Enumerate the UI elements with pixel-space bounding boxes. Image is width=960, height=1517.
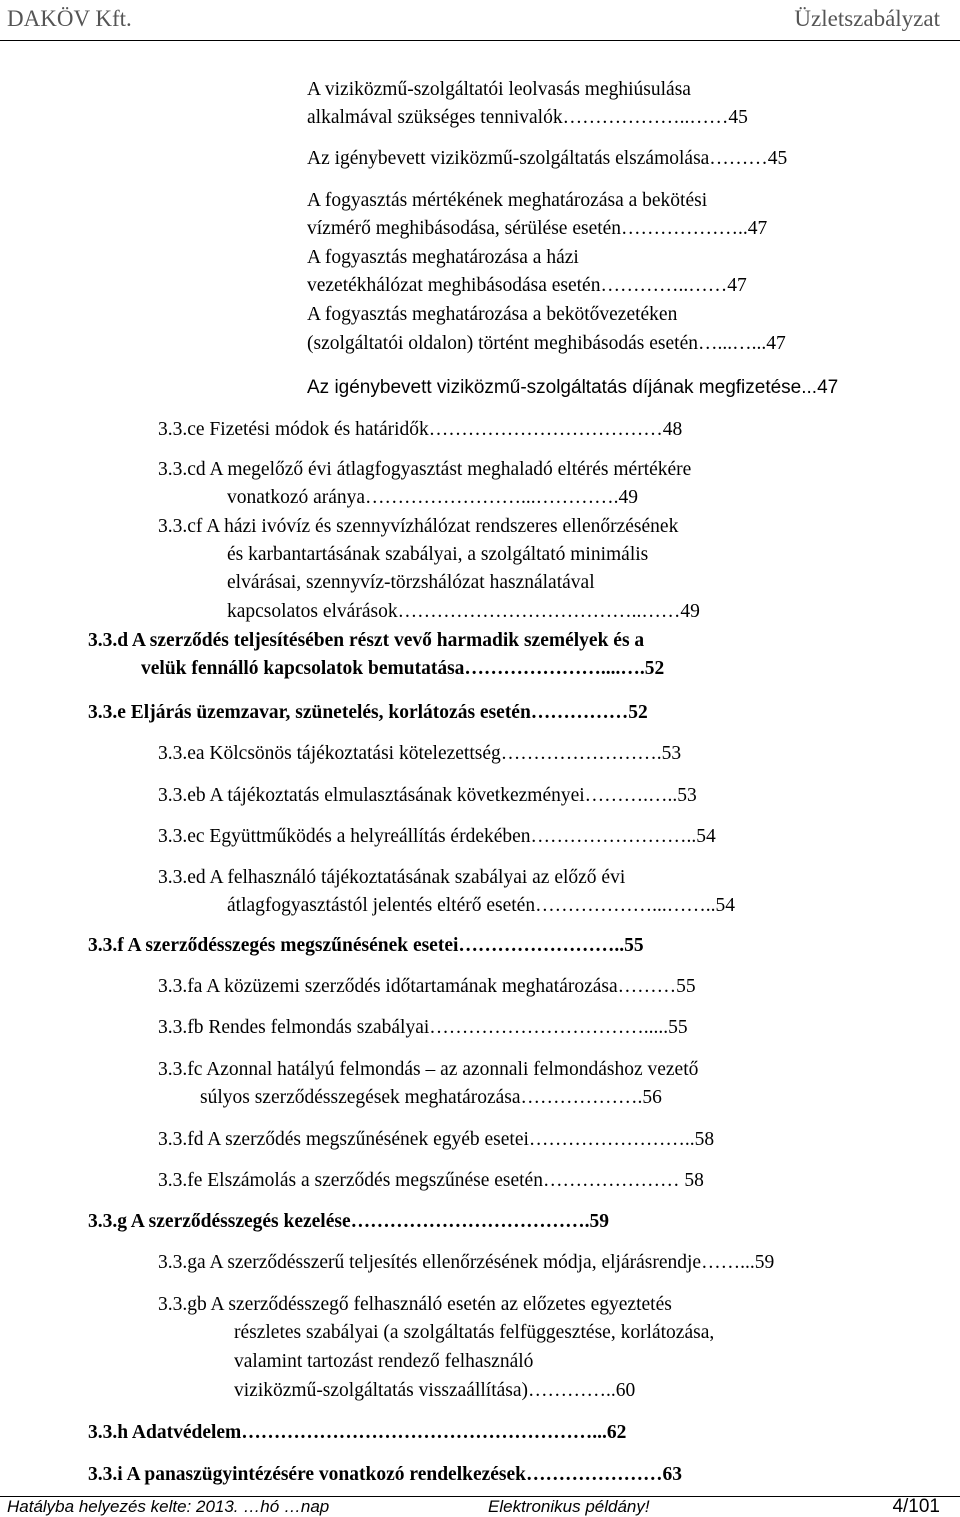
toc-line[interactable]: átlagfogyasztástól jelentés eltérő esetén………………...……..54 <box>227 895 735 916</box>
toc-line[interactable]: viziközmű-szolgáltatás visszaállítása)…………..60 <box>234 1380 636 1401</box>
toc-line[interactable]: 3.3.fb Rendes felmondás szabályai…………………………….....55 <box>158 1017 688 1038</box>
toc-line[interactable]: és karbantartásának szabályai, a szolgáltató minimális <box>227 544 649 565</box>
copy-type: Elektronikus példány! <box>488 1497 650 1516</box>
toc-line[interactable]: 3.3.eb A tájékoztatás elmulasztásának következményei……….…..53 <box>158 785 697 806</box>
toc-line[interactable]: (szolgáltatói oldalon) történt meghibásodás esetén…...…...47 <box>307 333 786 354</box>
page-footer <box>0 1496 960 1517</box>
toc-line[interactable]: 3.3.ea Kölcsönös tájékoztatási kötelezettség…………………….53 <box>158 743 682 764</box>
toc-line-section[interactable]: 3.3.d A szerződés teljesítésében részt vevő harmadik személyek és a <box>88 630 645 651</box>
toc-line[interactable]: vezetékhálózat meghibásodása esetén…………..……47 <box>307 275 747 296</box>
toc-line[interactable]: 3.3.ce Fizetési módok és határidők………………………………48 <box>158 419 683 440</box>
toc-line[interactable]: 3.3.fe Elszámolás a szerződés megszűnése esetén………………… 58 <box>158 1170 704 1191</box>
toc-line-section[interactable]: 3.3.e Eljárás üzemzavar, szünetelés, korlátozás esetén……………52 <box>88 702 648 723</box>
toc-line[interactable]: 3.3.cd A megelőző évi átlagfogyasztást meghaladó eltérés mértékére <box>158 459 692 480</box>
toc-line-section[interactable]: velük fennálló kapcsolatok bemutatása…………………....….52 <box>141 658 665 679</box>
document-title: Üzletszabályzat <box>794 6 940 31</box>
toc-line[interactable]: alkalmával szükséges tennivalók………………..……45 <box>307 107 748 128</box>
toc-line[interactable]: A fogyasztás mértékének meghatározása a bekötési <box>307 190 708 211</box>
toc-line[interactable]: vízmérő meghibásodása, sérülése esetén………………..47 <box>307 218 768 239</box>
toc-line-section[interactable]: 3.3.i A panaszügyintézésére vonatkozó rendelkezések…………………63 <box>88 1464 683 1485</box>
page-number: 4/101 <box>892 1496 940 1517</box>
toc-line[interactable]: vonatkozó aránya……………………...………….49 <box>227 487 639 508</box>
company-name: DAKÖV Kft. <box>7 6 132 31</box>
toc-line[interactable]: elvárásai, szennyvíz-törzshálózat használatával <box>227 572 595 593</box>
toc-line-section[interactable]: 3.3.h Adatvédelem………………………………………………...62 <box>88 1422 627 1443</box>
toc-line[interactable]: súlyos szerződésszegések meghatározása……………….56 <box>200 1087 662 1108</box>
toc-line[interactable]: 3.3.ed A felhasználó tájékoztatásának szabályai az előző évi <box>158 867 626 888</box>
toc-line[interactable]: 3.3.gb A szerződésszegő felhasználó esetén az előzetes egyeztetés <box>158 1294 672 1315</box>
toc-line-section[interactable]: 3.3.f A szerződésszegés megszűnésének esetei……………………..55 <box>88 935 644 956</box>
toc-line[interactable]: valamint tartozást rendező felhasználó <box>234 1351 534 1372</box>
toc-line[interactable]: 3.3.fa A közüzemi szerződés időtartamának meghatározása………55 <box>158 976 696 997</box>
toc-line[interactable]: 3.3.ec Együttműködés a helyreállítás érdekében……………………..54 <box>158 826 716 847</box>
toc-line[interactable]: A fogyasztás meghatározása a bekötővezetéken <box>307 304 678 325</box>
toc-line[interactable]: A viziközmű-szolgáltatói leolvasás meghiúsulása <box>307 79 691 100</box>
toc-line[interactable]: kapcsolatos elvárások………………………………..……49 <box>227 601 700 622</box>
toc-line[interactable]: részletes szabályai (a szolgáltatás felfüggesztése, korlátozása, <box>234 1322 715 1343</box>
toc-line[interactable]: 3.3.fc Azonnal hatályú felmondás – az azonnali felmondáshoz vezető <box>158 1059 699 1080</box>
toc-line[interactable]: Az igénybevett viziközmű-szolgáltatás elszámolása………45 <box>307 148 788 169</box>
effective-date: Hatályba helyezés kelte: 2013. …hó …nap <box>7 1497 330 1516</box>
toc-line-section[interactable]: 3.3.g A szerződésszegés kezelése……………………………….59 <box>88 1211 609 1232</box>
toc-line[interactable]: Az igénybevett viziközmű-szolgáltatás díjának megfizetése...47 <box>307 377 839 398</box>
toc-line[interactable]: A fogyasztás meghatározása a házi <box>307 247 579 268</box>
toc-line[interactable]: 3.3.cf A házi ivóvíz és szennyvízhálózat rendszeres ellenőrzésének <box>158 516 679 537</box>
toc-line[interactable]: 3.3.fd A szerződés megszűnésének egyéb esetei……………………..58 <box>158 1129 715 1150</box>
toc-line[interactable]: 3.3.ga A szerződésszerű teljesítés ellenőrzésének módja, eljárásrendje……...59 <box>158 1252 775 1273</box>
